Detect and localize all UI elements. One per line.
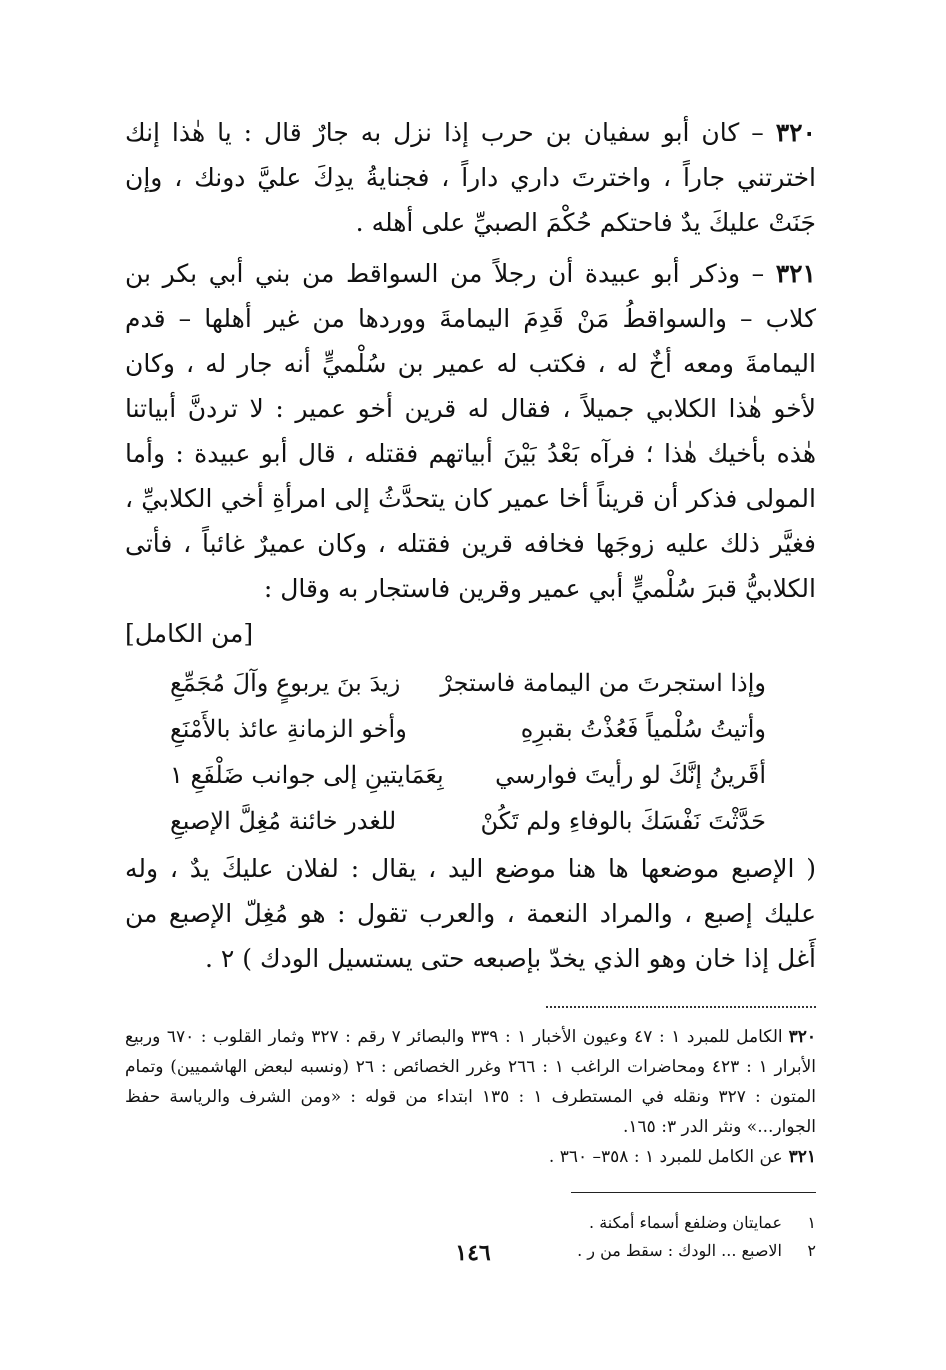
poem: [170, 660, 766, 844]
paragraph-321: [125, 251, 816, 611]
paragraph-text: – كان أبو سفيان بن حرب إذا نزل به جارٌ قال : يا هٰذا إنك اخترتني جاراً ، واخترتَ داري داراً ، فجنايةُ يدِكَ عليَّ دونك ، وإن جَنَتْ عليكَ يدٌ فاحتكم حُكْمَ الصبيِّ على أهله .: [125, 118, 816, 237]
paragraph-number: ٣٢١: [775, 259, 816, 288]
page-number: ١٤٦: [455, 1240, 491, 1266]
footnote-number: ٣٢٠: [788, 1027, 817, 1047]
paragraph-320: [125, 110, 816, 245]
paragraph-number: ٣٢٠: [775, 118, 816, 147]
footnote-text: عن الكامل للمبرد ١ : ٣٥٨– ٣٦٠ .: [548, 1147, 783, 1167]
poem-verse: [170, 660, 766, 706]
note-text: عمايتان وضلفع أسماء أمكنة .: [589, 1213, 782, 1232]
first-hemistich: حَدَّثْتَ نَفْسَكَ بالوفاءِ ولم تَكُنْ: [480, 807, 766, 835]
dotted-separator: [546, 1006, 816, 1008]
meter-label: [من الكامل]: [125, 619, 254, 648]
first-hemistich: وأتيتُ سُلْمياً فَعُذْتُ بقبرِهِ: [520, 715, 766, 743]
first-hemistich: أقَرينُ إنَّكَ لو رأيتَ فوارسي: [495, 761, 766, 789]
footnote-321: [125, 1142, 816, 1172]
footnote-320: [125, 1022, 816, 1142]
poem-verse: [170, 752, 766, 798]
poem-verse: [170, 798, 766, 844]
note-number: ٢: [807, 1241, 816, 1260]
paragraph-text: – وذكر أبو عبيدة أن رجلاً من السواقط من بني أبي بكر بن كلاب – والسواقطُ مَنْ قَدِمَ اليمامةَ ووردها من غير أهلها – قدم اليمامةَ ومعه أخٌ له ، فكتب له عمير بن سُلْميٍّ أنه جار له ، وكان لأخو هٰذا الكلابي جميلاً ، فقال له قرين أخو عمير : لا تردنَّ أبياتنا هٰذه بأخيك هٰذا ؛ فرآه بَعْدُ بَيْنَ أبياتهم فقتله ، قال أبو عبيدة : وأما المولى فذكر أن قريناً أخا عمير كان يتحدَّثُ إلى امرأةِ أخي الكلابيِّ ، فغيَّر ذلك عليه زوجَها فخافه قرين فقتله ، وكان عميرٌ غائباً ، فأتى الكلابيُّ قبرَ سُلْميٍّ أبي عمير وقرين فاستجار به وقال :: [125, 259, 816, 603]
second-hemistich: زيدَ بنَ يربوعٍ وآلَ مُجَمِّعِ: [170, 669, 401, 697]
note-text: الاصبع ... الودك : سقط من ر .: [577, 1241, 782, 1260]
poem-verse: [170, 706, 766, 752]
main-text: [125, 110, 816, 656]
footnote-text: الكامل للمبرد ١ : ٤٧ وعيون الأخبار ١ : ٣٣٩ والبصائر ٧ رقم : ٣٢٧ وثمار القلوب : ٦٧٠ وربيع الأبرار ١ : ٤٢٣ ومحاضرات الراغب ١ : ٢٦٦ وغرر الخصائص : ٢٦ (ونسبه لبعض الهاشميين) وتمام المتون : ٣٢٧ ونقله في المستطرف ١ : ١٣٥ ابتداء من قوله : «ومن الشرف والرياسة حفظ الجوار...» ونثر الدر ٣: ١٦٥.: [125, 1027, 817, 1137]
second-hemistich: للغدر خائنة مُغِلَّ الإصبعِ: [170, 807, 397, 835]
footnote-number: ٣٢١: [788, 1147, 816, 1167]
gloss-paragraph: ( الإصبع موضعها ها هنا موضع اليد ، يقال : لفلان عليكَ يدٌ ، وله عليك إصبع ، والمراد النعمة ، والعرب تقول : هو مُغِلّ الإصبع من أَغل إذا خان وهو الذي يخدّ بإصبعه حتى يستسيل الودك ) ٢ .: [125, 854, 816, 973]
solid-separator: [571, 1192, 816, 1193]
note-1: [125, 1209, 816, 1237]
second-hemistich: وأخو الزمانةِ عائذ بالأَمْنَعِ: [170, 715, 407, 743]
source-footnotes: [125, 1022, 816, 1172]
second-hemistich: بِعَمَايتينِ إلى جوانب ضَلْفَعِ ١: [170, 761, 444, 789]
note-number: ١: [807, 1213, 816, 1232]
first-hemistich: وإذا استجرتَ من اليمامة فاستجرْ: [440, 669, 766, 697]
